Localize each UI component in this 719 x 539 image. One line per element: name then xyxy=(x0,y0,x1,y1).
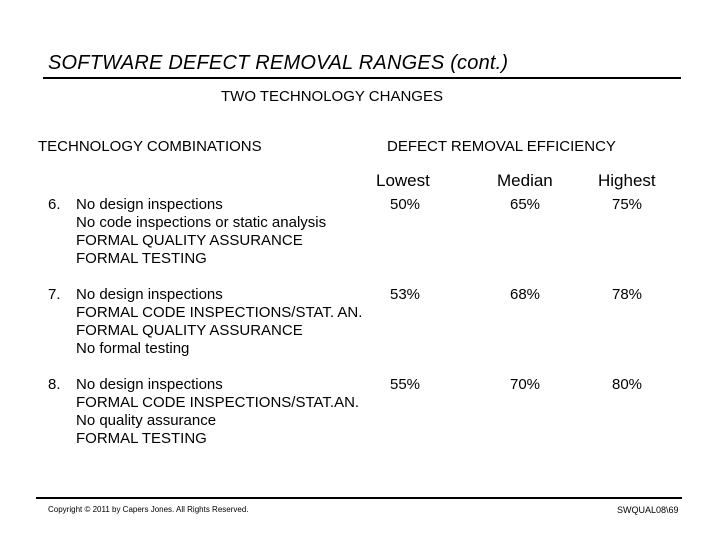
row-number: 8. xyxy=(48,376,61,393)
row-description xyxy=(76,286,362,358)
row-line: No design inspections xyxy=(76,196,223,213)
column-header-highest: Highest xyxy=(598,171,656,190)
row-line: FORMAL TESTING xyxy=(76,430,207,447)
value-median: 68% xyxy=(510,286,541,303)
value-highest: 78% xyxy=(612,286,643,303)
row-line: FORMAL CODE INSPECTIONS/STAT.AN. xyxy=(76,394,360,411)
column-header-lowest: Lowest xyxy=(376,171,430,190)
row-line: FORMAL QUALITY ASSURANCE xyxy=(76,232,303,249)
row-number: 7. xyxy=(48,286,61,303)
row-description xyxy=(76,196,326,268)
table-row xyxy=(0,376,719,456)
table-row xyxy=(0,286,719,366)
value-lowest: 53% xyxy=(390,286,421,303)
header-defect-removal-efficiency: DEFECT REMOVAL EFFICIENCY xyxy=(387,138,616,155)
row-line: No quality assurance xyxy=(76,412,217,429)
row-line: FORMAL CODE INSPECTIONS/STAT. AN. xyxy=(76,304,363,321)
row-line: FORMAL QUALITY ASSURANCE xyxy=(76,322,303,339)
slide-id: SWQUAL08\69 xyxy=(617,505,679,515)
row-number: 6. xyxy=(48,196,61,213)
row-line: FORMAL TESTING xyxy=(76,250,207,267)
value-highest: 80% xyxy=(612,376,643,393)
value-highest: 75% xyxy=(612,196,643,213)
row-line: No formal testing xyxy=(76,340,190,357)
row-description xyxy=(76,376,359,448)
row-line: No design inspections xyxy=(76,376,223,393)
table-row xyxy=(0,196,719,276)
row-line: No design inspections xyxy=(76,286,223,303)
value-lowest: 55% xyxy=(390,376,421,393)
value-median: 65% xyxy=(510,196,541,213)
slide-subtitle: TWO TECHNOLOGY CHANGES xyxy=(221,88,443,105)
slide-title: SOFTWARE DEFECT REMOVAL RANGES (cont.) xyxy=(48,52,509,74)
copyright-text: Copyright © 2011 by Capers Jones. All Rights Reserved. xyxy=(48,505,249,514)
footer-rule xyxy=(36,497,682,499)
row-line: No code inspections or static analysis xyxy=(76,214,327,231)
header-technology-combinations: TECHNOLOGY COMBINATIONS xyxy=(38,138,262,155)
title-underline xyxy=(43,77,681,79)
value-lowest: 50% xyxy=(390,196,421,213)
column-header-median: Median xyxy=(497,171,553,190)
value-median: 70% xyxy=(510,376,541,393)
